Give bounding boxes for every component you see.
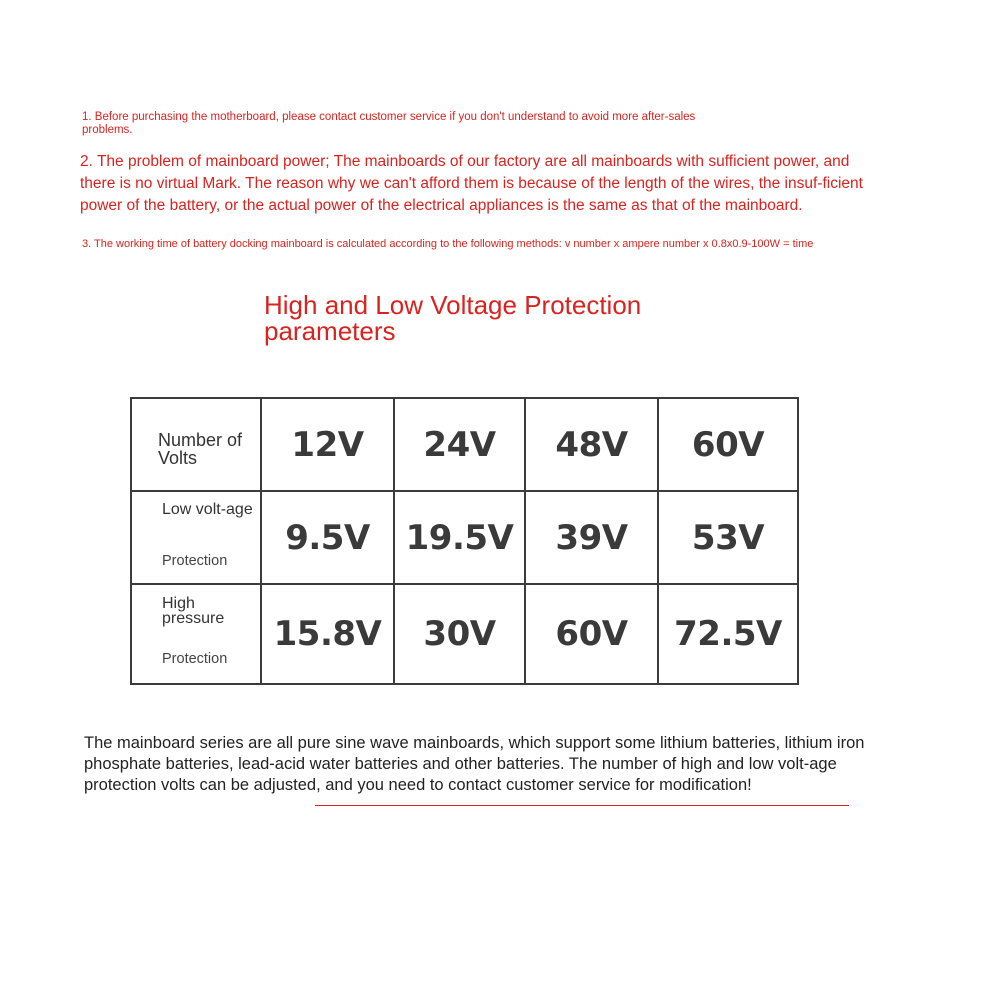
high-pressure-label: High pressure [162, 595, 225, 627]
table-row-high-pressure [131, 584, 798, 684]
high-cell-2: 30V [394, 584, 525, 684]
summary-text: The mainboard series are all pure sine wave mainboards, which support some lithium batteries, lithium iron phosphate batteries, lead-acid water batteries and other batteries. The number of high and low volt-age protection volts can be adjusted, and you need to contact customer service for modification! [84, 734, 865, 794]
note-3: 3. The working time of battery docking mainboard is calculated according to the following methods: v number x ampere number x 0.8x0.9-100W = time [82, 238, 814, 250]
low-cell-1: 9.5V [261, 491, 394, 584]
header-label: Number of Volts [158, 430, 243, 468]
high-cell-4: 72.5V [658, 584, 798, 684]
high-cell-1: 15.8V [261, 584, 394, 684]
low-label-cell [131, 491, 261, 584]
volts-cell-3: 48V [525, 398, 658, 491]
low-cell-3: 39V [525, 491, 658, 584]
volts-cell-4: 60V [658, 398, 798, 491]
params-title: High and Low Voltage Protection parameters [264, 290, 642, 346]
header-label-cell [131, 398, 261, 491]
low-voltage-label: Low volt-age [162, 501, 253, 518]
red-underline-divider [315, 805, 849, 806]
low-cell-2: 19.5V [394, 491, 525, 584]
note-1: 1. Before purchasing the motherboard, please contact customer service if you don't understand to avoid more after-sales problems. [82, 111, 696, 136]
low-cell-4: 53V [658, 491, 798, 584]
high-label-cell [131, 584, 261, 684]
note-2: 2. The problem of mainboard power; The mainboards of our factory are all mainboards with sufficient power, and there is no virtual Mark. The reason why we can't afford them is because of the length of the wires, the insuf-ficient power of the battery, or the actual power of the electrical appliances is the same as that of the mainboard. [80, 153, 863, 214]
table-row-low-voltage [131, 491, 798, 584]
voltage-protection-table [130, 397, 799, 685]
volts-cell-2: 24V [394, 398, 525, 491]
volts-cell-1: 12V [261, 398, 394, 491]
low-protection-label: Protection [162, 553, 228, 569]
high-cell-3: 60V [525, 584, 658, 684]
table-row-volts [131, 398, 798, 491]
high-protection-label: Protection [162, 651, 228, 667]
